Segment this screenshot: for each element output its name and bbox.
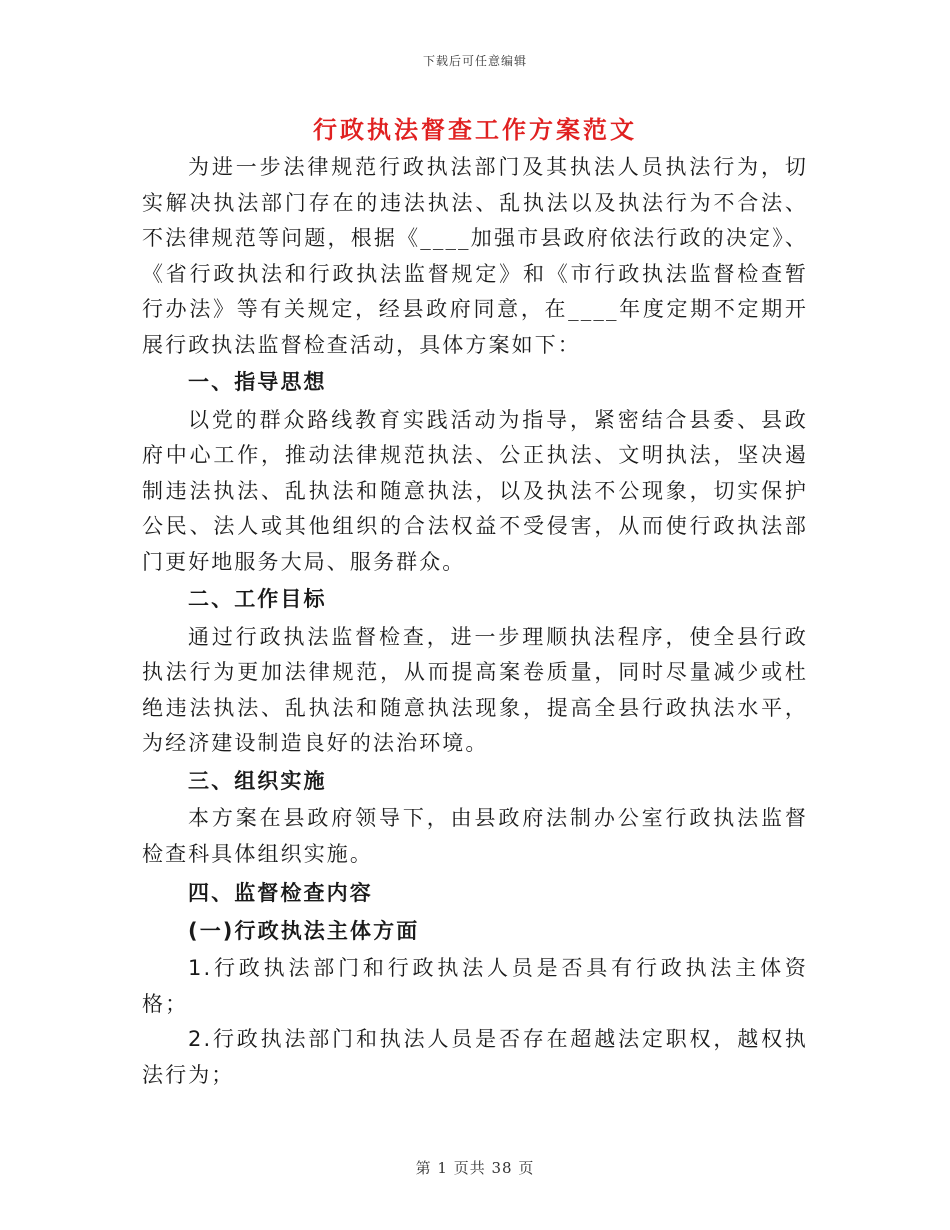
- list-item: [142, 951, 808, 1022]
- section-heading-work-goals: 二、工作目标: [188, 587, 327, 611]
- section-text-guiding-ideology: 以党的群众路线教育实践活动为指导，紧密结合县委、县政府中心工作，推动法律规范执法、公正执法、文明执法，坚决遏制违法执法、乱执法和随意执法，以及执法不公现象，切实保护公民、法人或其他组织的合法权益不受侵害，从而使行政执法部门更好地服务大局、服务群众。: [142, 407, 808, 574]
- intro-paragraph: 为进一步法律规范行政执法部门及其执法人员执法行为，切实解决执法部门存在的违法执法、乱执法以及执法行为不合法、不法律规范等问题，根据《____加强市县政府依法行政的决定》、《省行政执法和行政执法监督规定》和《市行政执法监督检查暂行办法》等有关规定，经县政府同意，在____年度定期不定期开展行政执法监督检查活动，具体方案如下：: [142, 155, 808, 357]
- document-title: 行政执法督查工作方案范文: [313, 115, 637, 144]
- header-note: 下载后可任意编辑: [422, 54, 527, 68]
- page-footer: 第 1 页共 38 页: [415, 1159, 535, 1177]
- list-item-number: 2.: [188, 1027, 213, 1051]
- section-text-work-goals: 通过行政执法监督检查，进一步理顺执法程序，使全县行政执法行为更加法律规范，从而提高案卷质量，同时尽量减少或杜绝违法执法、乱执法和随意执法现象，提高全县行政执法水平，为经济建设制造良好的法治环境。: [142, 624, 808, 755]
- list-item-number: 1.: [188, 956, 213, 980]
- section-heading-inspection-content: 四、监督检查内容: [188, 881, 373, 905]
- list-item-text: 行政执法部门和执法人员是否存在超越法定职权，越权执法行为；: [142, 1027, 808, 1087]
- section-heading-organization: 三、组织实施: [188, 768, 327, 793]
- document-body: [142, 150, 808, 1093]
- subsection-heading-subject: (一)行政执法主体方面: [188, 918, 420, 943]
- section-heading-guiding-ideology: 一、指导思想: [188, 370, 327, 394]
- list-item: [142, 1022, 808, 1093]
- section-text-organization: 本方案在县政府领导下，由县政府法制办公室行政执法监督检查科具体组织实施。: [142, 806, 808, 866]
- list-item-text: 行政执法部门和行政执法人员是否具有行政执法主体资格；: [142, 956, 808, 1016]
